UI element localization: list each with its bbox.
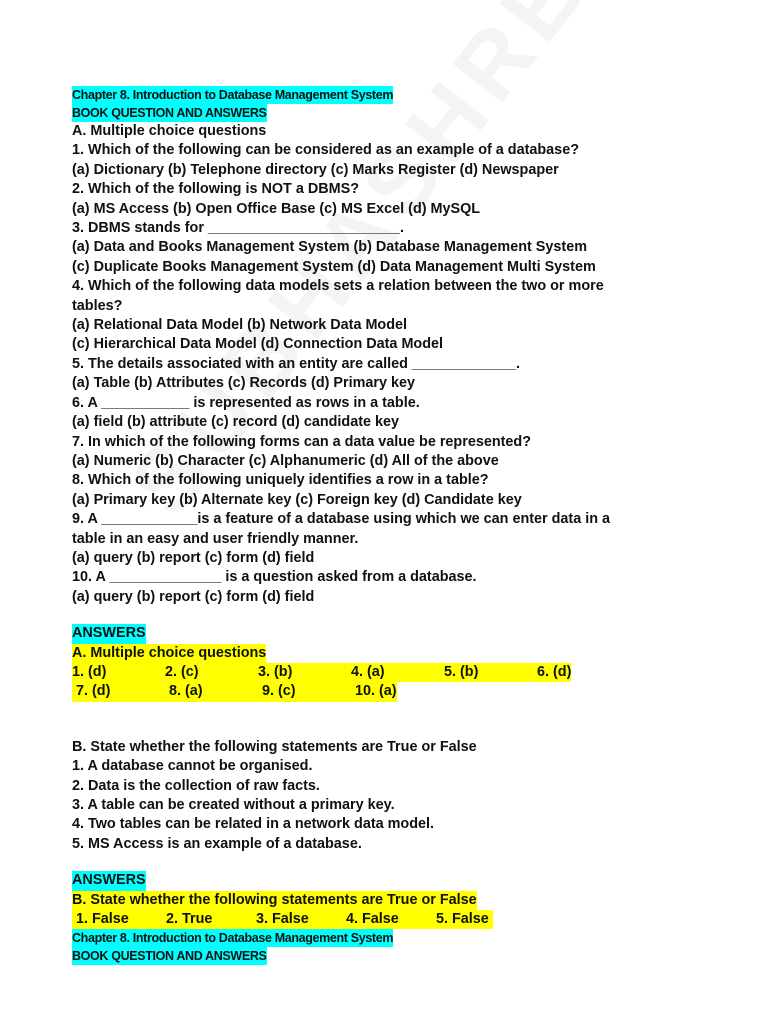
section-subtitle: BOOK QUESTION AND ANSWERS <box>72 106 267 120</box>
answer-cell: 7. (d) <box>76 683 111 700</box>
footer-chapter-title: Chapter 8. Introduction to Database Management System <box>72 931 394 946</box>
chapter-title: Chapter 8. Introduction to Database Management System <box>72 88 394 102</box>
answer-cell: 2. True <box>166 911 213 928</box>
answer-cell: 5. (b) <box>444 663 479 680</box>
question-line: tables? <box>72 297 123 314</box>
question-line: 9. A ____________is a feature of a database using which we can enter data in a <box>72 511 611 528</box>
question-line: 4. Which of the following data models sets a relation between the two or more <box>72 278 604 295</box>
answer-cell: 8. (a) <box>169 683 203 700</box>
answers-a-heading: A. Multiple choice questions <box>72 644 266 663</box>
answers-a-row-2 <box>72 682 397 701</box>
section-a-heading: A. Multiple choice questions <box>72 123 267 139</box>
question-line: 1. Which of the following can be considered as an example of a database? <box>72 142 579 159</box>
answers-b-label: ANSWERS <box>72 871 146 890</box>
question-line: (a) Table (b) Attributes (c) Records (d) Primary key <box>72 375 416 392</box>
answer-cell: 3. (b) <box>258 663 293 680</box>
answer-cell: 9. (c) <box>262 683 296 700</box>
answer-cell: 4. (a) <box>351 663 385 680</box>
answers-b-heading: B. State whether the following statements are True or False <box>72 891 477 910</box>
answer-cell: 3. False <box>256 911 309 928</box>
answer-cell: 1. (d) <box>72 663 107 680</box>
answers-a-row-1 <box>72 663 571 682</box>
answer-cell: 10. (a) <box>355 683 397 700</box>
question-line: table in an easy and user friendly manner. <box>72 530 359 547</box>
statement-line: 2. Data is the collection of raw facts. <box>72 777 320 794</box>
question-line: (a) Relational Data Model (b) Network Data Model <box>72 317 408 334</box>
question-line: (a) Dictionary (b) Telephone directory (c) Marks Register (d) Newspaper <box>72 161 559 178</box>
question-line: (c) Hierarchical Data Model (d) Connection Data Model <box>72 336 444 353</box>
answer-cell: 2. (c) <box>165 663 199 680</box>
answer-cell: 1. False <box>76 911 129 928</box>
question-line: 5. The details associated with an entity are called _____________. <box>72 355 520 372</box>
statement-line: 5. MS Access is an example of a database. <box>72 835 362 852</box>
answer-cell: 6. (d) <box>537 663 572 680</box>
answer-cell: 4. False <box>346 911 399 928</box>
question-line: (a) Primary key (b) Alternate key (c) Foreign key (d) Candidate key <box>72 491 522 508</box>
question-line: (a) query (b) report (c) form (d) field <box>72 549 315 566</box>
question-list <box>72 141 692 607</box>
footer-subtitle: BOOK QUESTION AND ANSWERS <box>72 949 267 964</box>
question-line: (a) Numeric (b) Character (c) Alphanumeric (d) All of the above <box>72 452 499 469</box>
statement-line: 1. A database cannot be organised. <box>72 758 313 775</box>
document-page <box>72 86 692 965</box>
question-line: (c) Duplicate Books Management System (d) Data Management Multi System <box>72 258 596 275</box>
question-line: (a) Data and Books Management System (b) Database Management System <box>72 239 588 256</box>
question-line: 8. Which of the following uniquely identifies a row in a table? <box>72 472 489 489</box>
question-line: (a) field (b) attribute (c) record (d) candidate key <box>72 414 400 431</box>
question-line: 3. DBMS stands for ________________________. <box>72 220 405 237</box>
answers-a-label: ANSWERS <box>72 624 146 643</box>
statement-line: 3. A table can be created without a primary key. <box>72 797 395 813</box>
section-b-heading: B. State whether the following statements are True or False <box>72 738 477 755</box>
answer-cell: 5. False <box>436 911 489 928</box>
question-line: (a) query (b) report (c) form (d) field <box>72 588 315 605</box>
question-line: 10. A ______________ is a question asked from a database. <box>72 569 477 586</box>
question-line: 7. In which of the following forms can a data value be represented? <box>72 433 531 450</box>
question-line: 6. A ___________ is represented as rows in a table. <box>72 394 420 411</box>
statement-list <box>72 757 692 854</box>
statement-line: 4. Two tables can be related in a network data model. <box>72 816 434 833</box>
answers-b-row <box>72 910 493 929</box>
question-line: (a) MS Access (b) Open Office Base (c) MS Excel (d) MySQL <box>72 200 481 217</box>
question-line: 2. Which of the following is NOT a DBMS? <box>72 181 360 198</box>
